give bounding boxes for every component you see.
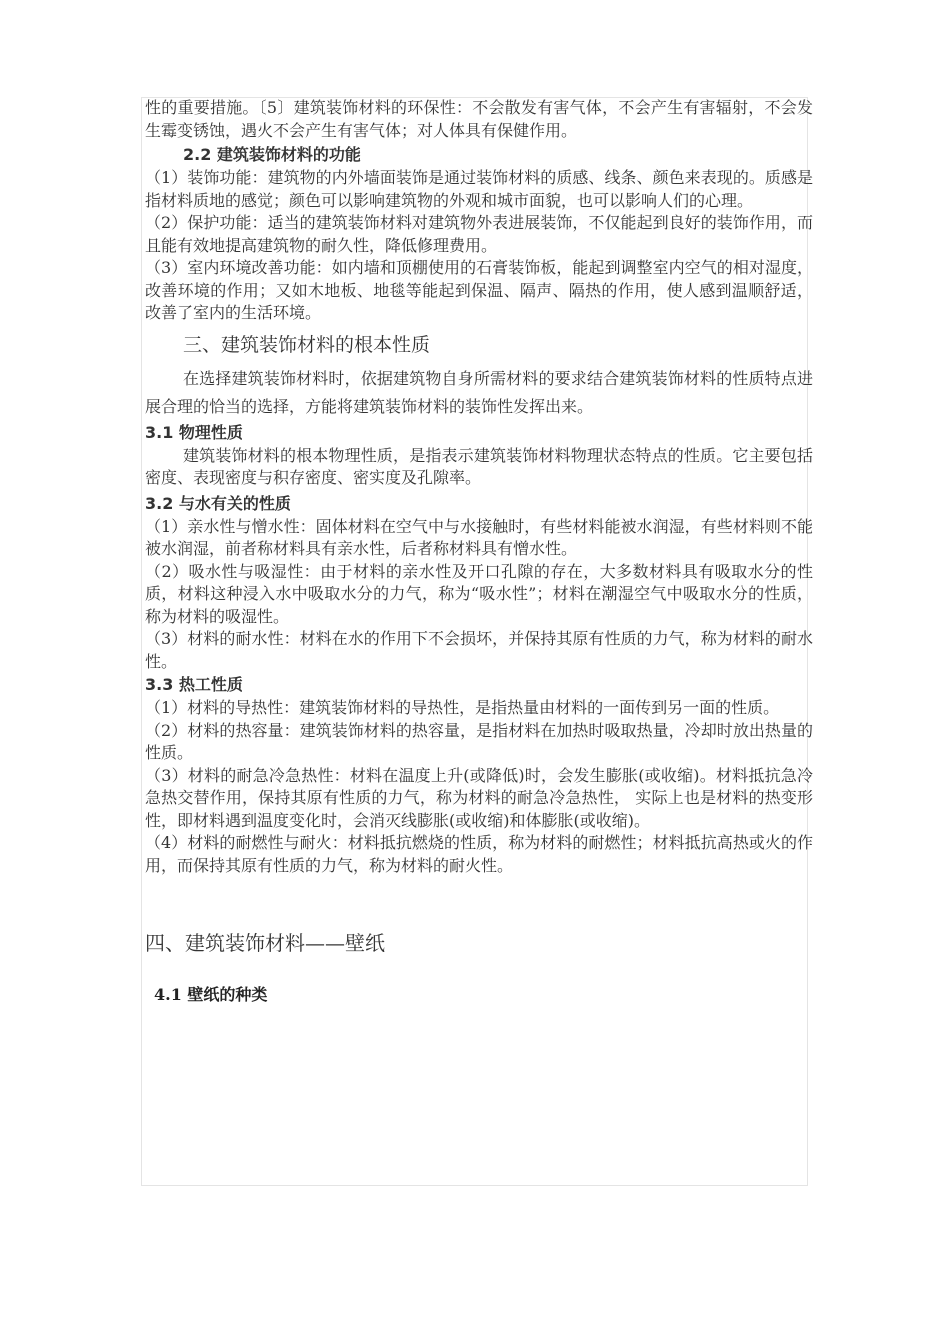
item-3-2-2: （2）吸水性与吸湿性：由于材料的亲水性及开口孔隙的存在，大多数材料具有吸取水分的性质，材料这种浸入水中吸取水分的力气，称为“吸水性”；材料在潮湿空气中吸取水分的性质，称为材料的吸湿性。 — [145, 561, 813, 626]
paragraph-env-protection: 性的重要措施。〔5〕建筑装饰材料的环保性：不会散发有害气体，不会产生有害辐射，不会发生霉变锈蚀，遇火不会产生有害气体；对人体具有保健作用。 — [145, 98, 813, 140]
item-3-2-3: （3）材料的耐水性：材料在水的作用下不会损坏，并保持其原有性质的力气，称为材料的耐水性。 — [145, 629, 813, 671]
item-2-2-1: （1）装饰功能：建筑物的内外墙面装饰是通过装饰材料的质感、线条、颜色来表现的。质感是指材料质地的感觉；颜色可以影响建筑物的外观和城市面貌，也可以影响人们的心理。 — [145, 168, 813, 210]
heading-section-4: 四、建筑装饰材料——壁纸 — [145, 931, 385, 955]
item-3-3-1: （1）材料的导热性：建筑装饰材料的导热性，是指热量由材料的一面传到另一面的性质。 — [145, 698, 780, 717]
heading-3-3: 3.3 热工性质 — [145, 675, 243, 694]
item-3-3-4: （4）材料的耐燃性与耐火：材料抵抗燃烧的性质，称为材料的耐燃性；材料抵抗高热或火的作用，而保持其原有性质的力气，称为材料的耐火性。 — [145, 833, 813, 875]
section-3-intro: 在选择建筑装饰材料时，依据建筑物自身所需材料的要求结合建筑装饰材料的性质特点进展合理的恰当的选择，方能将建筑装饰材料的装饰性发挥出来。 — [145, 368, 813, 416]
document-body — [145, 97, 813, 1007]
heading-3-2: 3.2 与水有关的性质 — [145, 493, 291, 513]
item-3-3-3: （3）材料的耐急冷急热性：材料在温度上升(或降低)时，会发生膨胀(或收缩)。材料抵抗急冷急热交替作用，保持其原有性质的力气，称为材料的耐急冷急热性， 实际上也是材料的热变形性，即材料遇到温度变化时，会消灭线膨胀(或收缩)和体膨胀(或收缩)。 — [145, 765, 813, 830]
heading-section-3: 三、建筑装饰材料的根本性质 — [183, 333, 431, 356]
heading-4-1: 4.1 壁纸的种类 — [154, 985, 268, 1004]
item-2-2-2: （2）保护功能：适当的建筑装饰材料对建筑物外表进展装饰，不仅能起到良好的装饰作用，而且能有效地提高建筑物的耐久性，降低修理费用。 — [145, 213, 813, 255]
section-3-1-text: 建筑装饰材料的根本物理性质，是指表示建筑装饰材料物理状态特点的性质。它主要包括密度、表现密度与积存密度、密实度及孔隙率。 — [145, 445, 813, 487]
heading-2-2: 2.2 建筑装饰材料的功能 — [183, 145, 361, 164]
heading-3-1: 3.1 物理性质 — [145, 422, 243, 442]
item-3-3-2: （2）材料的热容量：建筑装饰材料的热容量，是指材料在加热时吸取热量，冷却时放出热量的性质。 — [145, 720, 813, 762]
item-3-2-1: （1）亲水性与憎水性：固体材料在空气中与水接触时，有些材料能被水润湿，有些材料则不能被水润湿，前者称材料具有亲水性，后者称材料具有憎水性。 — [145, 516, 813, 558]
item-2-2-3: （3）室内环境改善功能：如内墙和顶棚使用的石膏装饰板，能起到调整室内空气的相对湿度，改善环境的作用；又如木地板、地毯等能起到保温、隔声、隔热的作用，使人感到温顺舒适，改善了室内的生活环境。 — [145, 258, 813, 322]
